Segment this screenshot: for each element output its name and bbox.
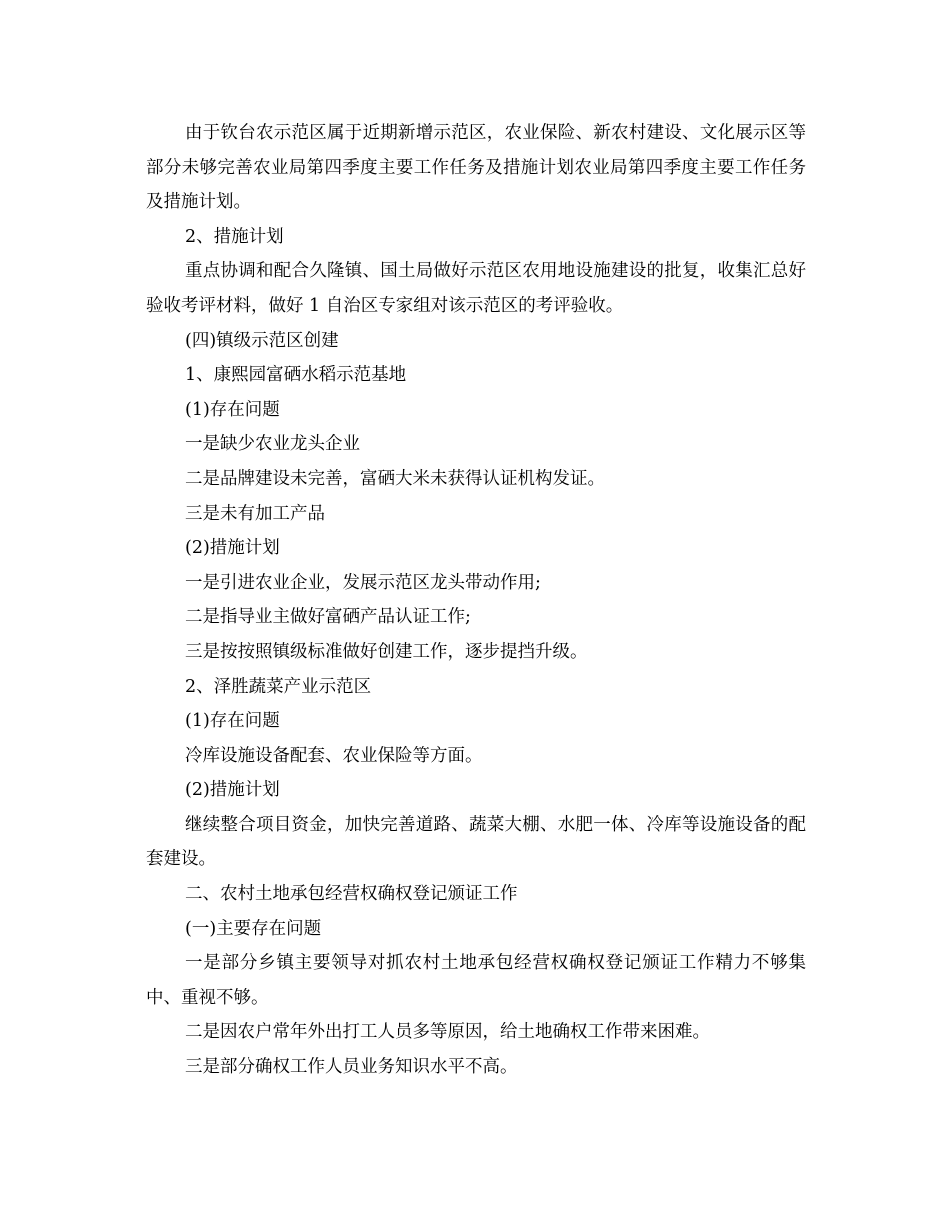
paragraph-4: (四)镇级示范区创建 [185,330,339,351]
paragraph-3: 重点协调和配合久隆镇、国土局做好示范区农用地设施建设的批复，收集汇总好验收考评材料，做好 1 自治区专家组对该示范区的考评验收。 [146,261,806,316]
paragraph-13: 三是按按照镇级标准做好创建工作，逐步提挡升级。 [185,641,588,662]
paragraph-17: (2)措施计划 [185,780,280,801]
paragraph-9: 三是未有加工产品 [185,503,325,524]
paragraph-21: 一是部分乡镇主要领导对抓农村土地承包经营权确权登记颁证工作精力不够集中、重视不够。 [146,953,806,1008]
paragraph-18: 继续整合项目资金，加快完善道路、蔬菜大棚、水肥一体、冷库等设施设备的配套建设。 [146,814,806,870]
paragraph-2: 2、措施计划 [185,226,284,247]
paragraph-12: 二是指导业主做好富硒产品认证工作; [185,607,471,628]
paragraph-11: 一是引进农业企业，发展示范区龙头带动作用; [185,572,541,593]
paragraph-6: (1)存在问题 [185,399,280,420]
paragraph-7: 一是缺少农业龙头企业 [185,434,360,455]
paragraph-15: (1)存在问题 [185,711,280,732]
paragraph-23: 三是部分确权工作人员业务知识水平不高。 [185,1057,518,1078]
paragraph-16: 冷库设施设备配套、农业保险等方面。 [185,745,483,766]
document-body [146,116,806,1085]
paragraph-8: 二是品牌建设未完善，富硒大米未获得认证机构发证。 [185,468,605,489]
paragraph-22: 二是因农户常年外出打工人员多等原因，给土地确权工作带来困难。 [185,1022,710,1043]
paragraph-14: 2、泽胜蔬菜产业示范区 [185,676,372,697]
paragraph-10: (2)措施计划 [185,538,280,559]
paragraph-1: 由于钦台农示范区属于近期新增示范区，农业保险、新农村建设、文化展示区等部分未够完善农业局第四季度主要工作任务及措施计划农业局第四季度主要工作任务及措施计划。 [146,123,806,213]
paragraph-20: (一)主要存在问题 [185,918,322,939]
paragraph-5: 1、康熙园富硒水稻示范基地 [185,365,407,386]
paragraph-19: 二、农村土地承包经营权确权登记颁证工作 [185,884,518,905]
